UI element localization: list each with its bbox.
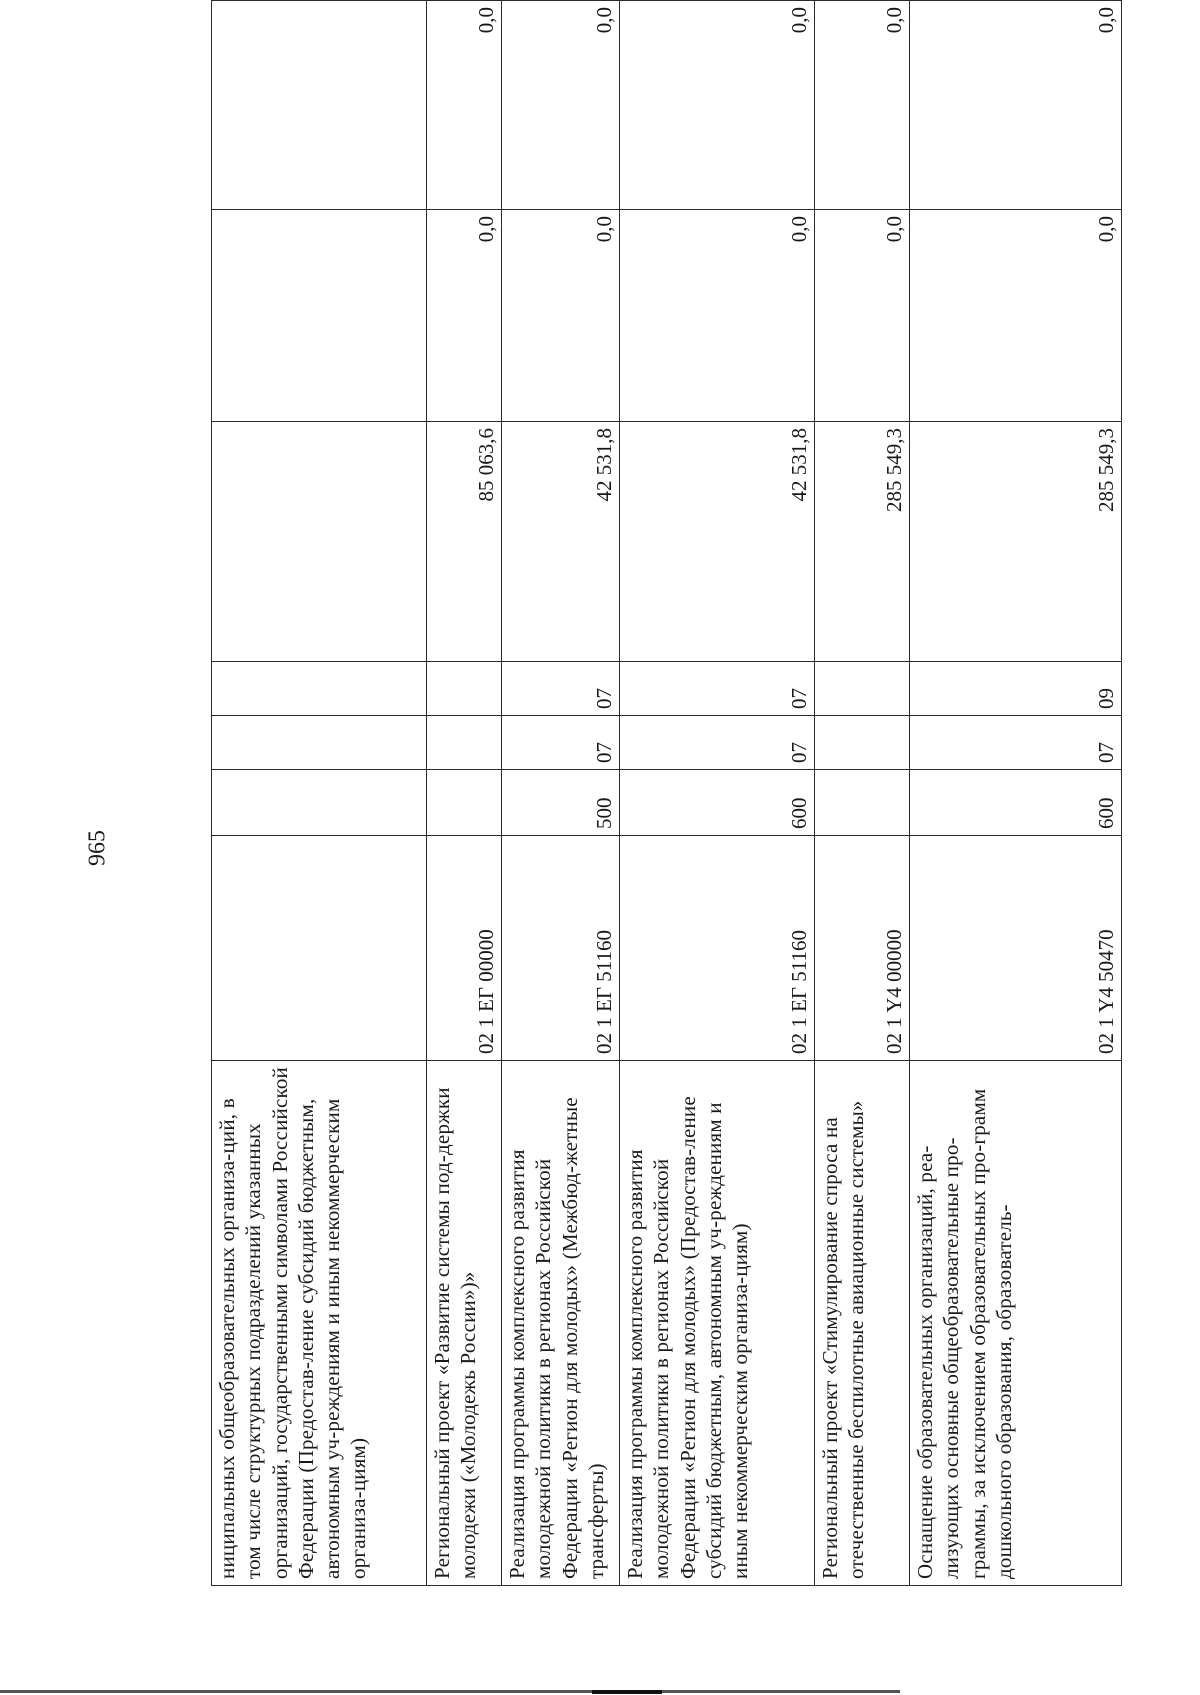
row-vr [427,770,502,836]
row-vr: 500 [502,770,620,836]
row-description: Реализация программы комплексного развития молодежной политики в регионах Российской Федерации «Регион для молодых» (Предостав-ление субсидий бюджетным, автономным уч-реждениям и иным некоммерческим организа-циям) [620,1061,815,1586]
row-amount-2: 0,0 [620,210,815,422]
row-description: ниципальных общеобразовательных организа-ций, в том числе структурных подразделений указанных организаций, государственными символами Российской Федерации (Предостав-ление субсидий бюджетным, автономным уч-реждениям и иным некоммерческим организа-циям) [212,1061,427,1586]
row-amount-2: 0,0 [427,210,502,422]
budget-table-wrapper [211,1,1122,1586]
scan-edge-line [0,1690,900,1693]
row-amount-2: 0,0 [815,210,910,422]
row-pr: 09 [910,662,1122,716]
row-amount-3: 0,0 [502,1,620,210]
row-pr: 07 [502,662,620,716]
page-number: 965 [84,830,111,866]
row-vr: 600 [910,770,1122,836]
row-description: Оснащение образовательных организаций, реа-лизующих основные общеобразовательные про-граммы, за исключением образовательных про-грамм дошкольного образования, образователь- [910,1061,1122,1586]
row-code: 02 1 Y4 50470 [910,836,1122,1061]
row-amount-3 [212,1,427,210]
row-pr [815,662,910,716]
table-row [620,1,815,1586]
row-amount-1: 285 549,3 [910,422,1122,662]
row-pr: 07 [620,662,815,716]
row-amount-2: 0,0 [502,210,620,422]
table-row [502,1,620,1586]
row-rz [427,716,502,770]
row-rz [815,716,910,770]
row-description: Региональный проект «Развитие системы под-держки молодежи («Молодежь России»)» [427,1061,502,1586]
row-amount-1 [212,422,427,662]
row-vr [815,770,910,836]
row-description: Региональный проект «Стимулирование спроса на отечественные беспилотные авиационные системы» [815,1061,910,1586]
row-vr: 600 [620,770,815,836]
row-code: 02 1 ЕГ 00000 [427,836,502,1061]
row-code: 02 1 ЕГ 51160 [502,836,620,1061]
row-amount-3: 0,0 [427,1,502,210]
budget-table [211,0,1122,1586]
row-amount-1: 285 549,3 [815,422,910,662]
table-row [910,1,1122,1586]
row-pr [212,662,427,716]
row-rz: 07 [620,716,815,770]
row-description: Реализация программы комплексного развития молодежной политики в регионах Российской Федерации «Регион для молодых» (Межбюд-жетные трансферты) [502,1061,620,1586]
row-amount-3: 0,0 [910,1,1122,210]
scan-edge-mark [592,1690,662,1694]
row-amount-2: 0,0 [910,210,1122,422]
row-pr [427,662,502,716]
row-rz: 07 [910,716,1122,770]
table-row [815,1,910,1586]
row-rz: 07 [502,716,620,770]
row-rz [212,716,427,770]
row-vr [212,770,427,836]
row-amount-2 [212,210,427,422]
row-amount-3: 0,0 [620,1,815,210]
row-amount-3: 0,0 [815,1,910,210]
row-amount-1: 42 531,8 [620,422,815,662]
row-code: 02 1 ЕГ 51160 [620,836,815,1061]
row-amount-1: 85 063,6 [427,422,502,662]
table-row [212,1,427,1586]
row-amount-1: 42 531,8 [502,422,620,662]
row-code: 02 1 Y4 00000 [815,836,910,1061]
table-row [427,1,502,1586]
row-code [212,836,427,1061]
